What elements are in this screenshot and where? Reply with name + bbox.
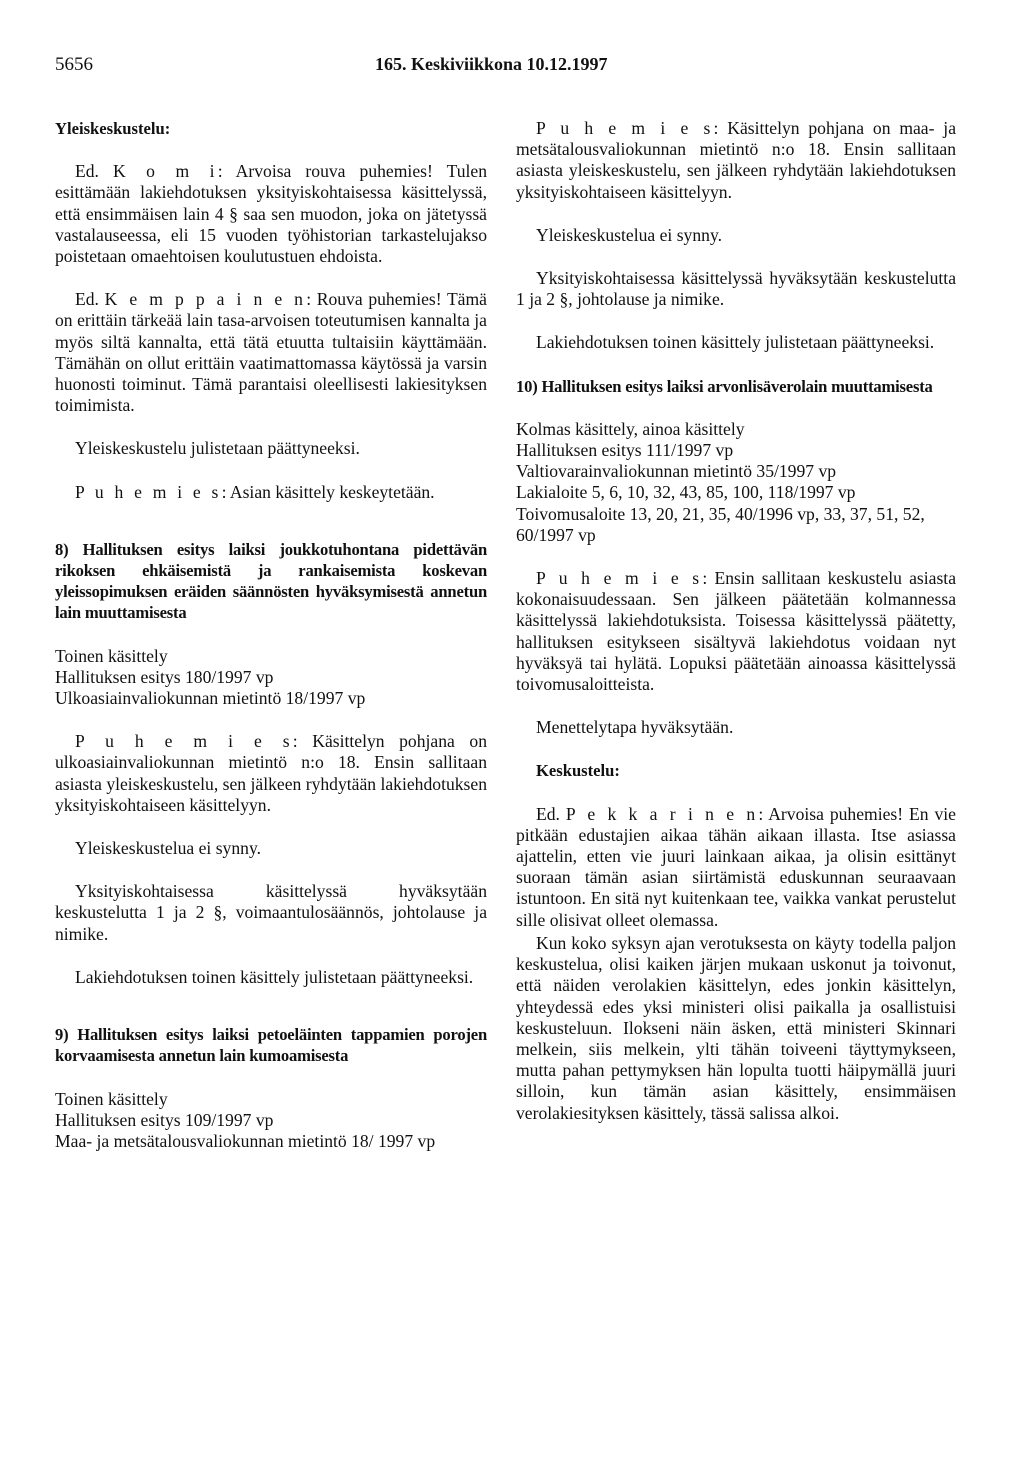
right-no-debate: Yleiskeskustelua ei synny. xyxy=(536,224,723,245)
item-8-closed: Lakiehdotuksen toinen käsittely julistetaan päättyneeksi. xyxy=(75,966,474,987)
item-10-law-motions: Lakialoite 5, 6, 10, 32, 43, 85, 100, 118/1997 vp xyxy=(516,482,856,503)
item-8-no-debate: Yleiskeskustelua ei synny. xyxy=(75,838,262,859)
komi-text: : Arvoisa rouva puhemies! Tulen esittämään lakiehdotuksen yksityiskohtaisessa käsittelyssä, että ensimmäisen lain 4 § saa sen muodon, joka on jätetyssä vastalauseessa, eli 15 vuoden työhistorian tarkastelujakso poistetaan omaehtoisen koulutustuen ehdoista. xyxy=(55,161,487,267)
item-9-meta xyxy=(55,1089,487,1153)
item-8-puhemies-text: : Käsittelyn pohjana on ulkoasiainvaliokunnan mietintö n:o 18. Ensin sallitaan asiasta yleiskeskustelu, sen jälkeen ryhdytään lakiehdotuksen yksityiskohtaiseen käsittelyyn. xyxy=(55,731,487,815)
speaker-puhemies: P u h e m i e s xyxy=(536,118,714,138)
item-9-proposal: Hallituksen esitys 109/1997 vp xyxy=(55,1109,274,1130)
komi-prefix: Ed. xyxy=(75,161,99,182)
right-puhemies-text: : Käsittelyn pohjana on maa- ja metsätalousvaliokunnan mietintö n:o 18. Ensin sallitaan asiasta yleiskeskustelu, sen jälkeen ryhdytään lakiehdotuksen yksityiskohtaiseen käsittelyyn. xyxy=(516,118,956,202)
item-10-reading: Kolmas käsittely, ainoa käsittely xyxy=(516,418,745,439)
item-9-reading: Toinen käsittely xyxy=(55,1088,168,1109)
item-10-puhemies xyxy=(516,568,956,695)
debate-heading: Keskustelu: xyxy=(536,761,620,781)
speaker-komi: K o m i xyxy=(113,161,218,182)
session-title: 165. Keskiviikkona 10.12.1997 xyxy=(375,54,608,74)
item-9-heading: 9) Hallituksen esitys laiksi petoeläinten tappamien porojen korvaamisesta annetun lain kumoamisesta xyxy=(55,1025,487,1066)
speaker-puhemies: P u h e m i e s xyxy=(536,568,703,589)
kemppainen-speech xyxy=(55,289,487,416)
pekkarinen-prefix: Ed. xyxy=(536,803,560,824)
item-10-puhemies-text: : Ensin sallitaan keskustelu asiasta kokonaisuudessaan. Sen jälkeen päätetään kolmannessa käsittelyssä lakiehdotuksista. Toisessa käsittelyssä päätetty, hallituksen esitykseen sisältyvä lakiehdotus voidaan nyt hyväksyä tai hylätä. Lopuksi päätetään ainoassa käsittelyssä toivomusaloitteista. xyxy=(516,568,956,695)
right-closed: Lakiehdotuksen toinen käsittely julistetaan päättyneeksi. xyxy=(536,332,935,353)
item-8-meta xyxy=(55,646,487,710)
pekkarinen-speech-1 xyxy=(516,804,956,931)
speaker-kemppainen: K e m p p a i n e n xyxy=(104,289,307,310)
item-8-puhemies xyxy=(55,731,487,816)
item-8-report: Ulkoasiainvaliokunnan mietintö 18/1997 vp xyxy=(55,688,366,709)
speaker-puhemies: P u h e m i e s xyxy=(75,481,222,502)
item-10-petition-motions: Toivomusaloite 13, 20, 21, 35, 40/1996 vp, 33, 37, 51, 52, 60/1997 vp xyxy=(516,503,925,545)
item-8-proposal: Hallituksen esitys 180/1997 vp xyxy=(55,666,274,687)
right-puhemies-intro xyxy=(516,118,956,203)
item-9-report: Maa- ja metsätalousvaliokunnan mietintö 18/ 1997 vp xyxy=(55,1130,436,1151)
pekkarinen-speech-2: Kun koko syksyn ajan verotuksesta on käyty todella paljon keskustelua, olisi kaiken järjen mukaan uskonut ja toivonut, että näiden verolakien käsittelyn, edes jonkin käsittelyn, yhteydessä edes yksi ministeri olisi paikalla ja osallistuisi keskusteluun. Ilokseni näin äsken, että ministeri Skinnari melkein, siis melkein, ylti tähän toiveeni täyttymykseen, mutta pahan pettymyksen hän lopulta tuotti häipymällä juuri silloin, kun tämän asian käsittely, ensimmäisen verolakiesityksen käsittely, tässä salissa alkoi. xyxy=(516,932,956,1123)
kemppainen-text: : Rouva puhemies! Tämä on erittäin tärkeää lain tasa-arvoisen toteutumisen kannalta ja myös siltä kannalta, että tätä etuutta tultaisiin käyttämään. Tämähän on ollut erittäin vaatimattomassa käytössä ja varsin huonosti toiminut. Tämä parantaisi oleellisesti lakiesityksen toimimista. xyxy=(55,289,487,416)
item-8-heading: 8) Hallituksen esitys laiksi joukkotuhontana pidettävän rikoksen ehkäisemistä ja rankaisemista koskevan yleissopimuksen eräiden säännösten hyväksymisestä annetun lain muuttamisesta xyxy=(55,539,487,623)
general-debate-heading: Yleiskeskustelu: xyxy=(55,119,171,138)
item-8-approved: Yksityiskohtaisessa käsittelyssä hyväksytään keskustelutta 1 ja 2 §, voimaantulosäännös, johtolause ja nimike. xyxy=(55,881,487,944)
item-10-heading: 10) Hallituksen esitys laiksi arvonlisäverolain muuttamisesta xyxy=(516,376,933,396)
general-debate-closed: Yleiskeskustelu julistetaan päättyneeksi. xyxy=(75,438,360,459)
kemppainen-prefix: Ed. xyxy=(75,289,99,310)
komi-speech xyxy=(55,161,487,267)
paused-text: : Asian käsittely keskeytetään. xyxy=(221,481,435,502)
item-8-reading: Toinen käsittely xyxy=(55,645,168,666)
speaker-paused xyxy=(55,482,487,503)
speaker-pekkarinen: P e k k a r i n e n xyxy=(565,803,759,824)
right-approved: Yksityiskohtaisessa käsittelyssä hyväksytään keskustelutta 1 ja 2 §, johtolause ja nimike. xyxy=(516,268,956,310)
item-10-procedure: Menettelytapa hyväksytään. xyxy=(536,717,734,738)
left-column xyxy=(55,118,487,1174)
item-10-meta xyxy=(516,419,956,546)
pekkarinen-text-1: : Arvoisa puhemies! En vie pitkään edustajien aikaa tähän aikaan illasta. Itse asiassa ajattelin, etten vie juuri lainkaan aikaa, ja olisin esittänyt suoraan tämän asian siirtämistä eduskunnan seuraavaan istuntoon. En sitä nyt kuitenkaan tee, vaikka vankat perustelut sille olisivat olleet olemassa. xyxy=(516,803,956,930)
item-10-report: Valtiovarainvaliokunnan mietintö 35/1997 vp xyxy=(516,461,837,482)
speaker-puhemies: P u h e m i e s xyxy=(75,731,293,752)
page-header xyxy=(55,54,970,84)
item-10-proposal: Hallituksen esitys 111/1997 vp xyxy=(516,440,734,461)
right-column xyxy=(516,118,956,1146)
page-number: 5656 xyxy=(55,54,93,75)
